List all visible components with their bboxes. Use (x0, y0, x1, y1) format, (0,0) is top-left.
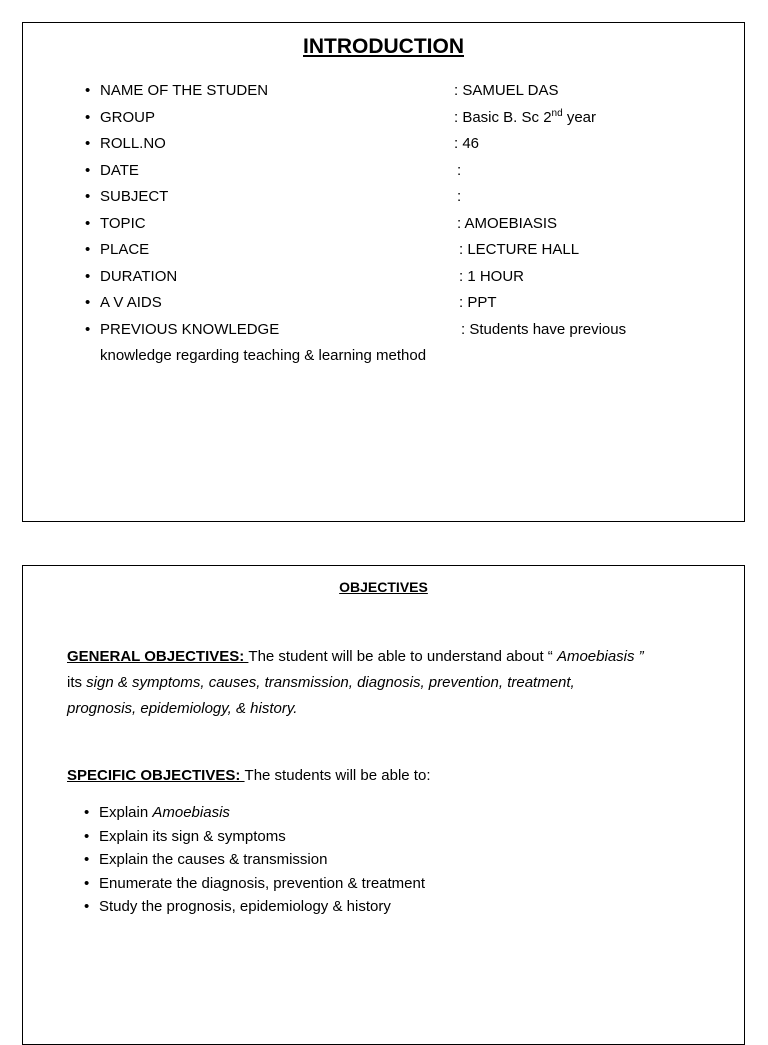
bullet-icon: • (84, 827, 90, 845)
bullet-icon: • (84, 874, 90, 892)
list-item: • DURATION : 1 HOUR (23, 264, 744, 290)
specific-objectives-list (67, 801, 707, 919)
bullet-icon: • (85, 135, 91, 152)
list-item: • DATE : (23, 158, 744, 184)
introduction-slide (22, 22, 745, 522)
list-item: • Enumerate the diagnosis, prevention & treatment (67, 872, 707, 896)
list-item: • Explain its sign & symptoms (67, 825, 707, 849)
list-item: • Explain Amoebiasis (67, 801, 707, 825)
introduction-title: INTRODUCTION (303, 35, 464, 58)
bullet-icon: • (85, 214, 91, 232)
bullet-icon: • (84, 804, 90, 821)
list-item: • Explain the causes & transmission (67, 848, 707, 872)
list-item: • PREVIOUS KNOWLEDGE : Students have previous (23, 317, 744, 343)
objectives-title: OBJECTIVES (339, 579, 428, 595)
previous-knowledge-continued: knowledge regarding teaching & learning method (100, 347, 427, 364)
bullet-icon: • (84, 898, 90, 915)
list-item: • ROLL.NO : 46 (23, 131, 744, 157)
list-item: • A V AIDS : PPT (23, 290, 744, 316)
list-item: • SUBJECT : (23, 184, 744, 210)
bullet-icon: • (85, 294, 91, 311)
bullet-icon: • (85, 188, 91, 205)
list-item: • NAME OF THE STUDEN : SAMUEL DAS (23, 78, 744, 104)
list-item: • Study the prognosis, epidemiology & history (67, 895, 707, 919)
list-item: • GROUP : Basic B. Sc 2nd year (23, 105, 744, 131)
list-item: • TOPIC : AMOEBIASIS (23, 211, 744, 237)
bullet-icon: • (85, 82, 91, 99)
objectives-slide (22, 565, 745, 1045)
bullet-icon: • (84, 851, 90, 868)
general-objectives: GENERAL OBJECTIVES: The student will be able to understand about “ Amoebiasis ” its sign & symptoms, causes, transmission, diagnosis, prevention, treatment, prognosis, epidemiology, & history. (67, 648, 644, 717)
bullet-icon: • (85, 241, 91, 258)
general-objectives-heading: GENERAL OBJECTIVES: (67, 648, 249, 665)
list-item: • PLACE : LECTURE HALL (23, 237, 744, 263)
bullet-icon: • (85, 267, 91, 285)
bullet-icon: • (85, 108, 91, 126)
specific-objectives-line: SPECIFIC OBJECTIVES: The students will be able to: (67, 767, 431, 784)
bullet-icon: • (85, 161, 91, 179)
bullet-icon: • (85, 320, 91, 338)
specific-objectives-heading: SPECIFIC OBJECTIVES: (67, 767, 245, 784)
